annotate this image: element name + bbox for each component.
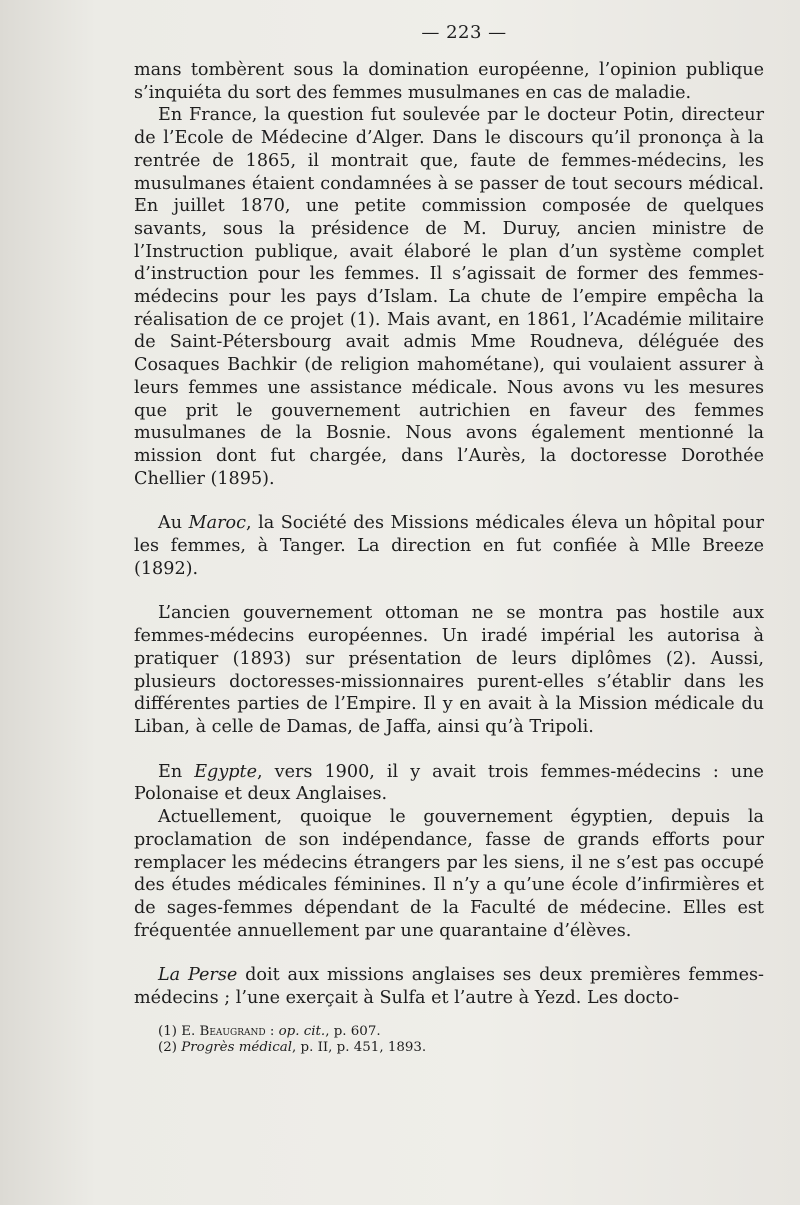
- paragraph-maroc: [134, 512, 764, 580]
- maroc-rest: , la Société des Missions médicales éleva un hôpital pour les femmes, à Tanger. La direction en fut confiée à Mlle Breeze (1892).: [134, 513, 764, 579]
- footnote-1-sep: :: [265, 1023, 279, 1039]
- footnote-1-num: (1) E.: [158, 1023, 200, 1039]
- paragraph-egypte: [134, 761, 764, 806]
- paragraph-france: En France, la question fut soulevée par le docteur Potin, directeur de l’Ecole de Médecine d’Alger. Dans le discours qu’il prononça à la rentrée de 1865, il montrait que, faute de femmes-médecins, les musulmanes étaient condamnées à se passer de tout secours médical. En juillet 1870, une petite commission composée de quelques savants, sous la présidence de M. Duruy, ancien ministre de l’Instruction publique, avait élaboré le plan d’un système complet d’instruction pour les femmes. Il s’agissait de former des femmes-médecins pour les pays d’Islam. La chute de l’empire empêcha la réalisation de ce projet (1). Mais avant, en 1861, l’Académie militaire de Saint-Pétersbourg avait admis Mme Roudneva, déléguée des Cosaques Bachkir (de religion mahométane), qui voulaient assurer à leurs femmes une assistance médicale. Nous avons vu les mesures que prit le gouvernement autrichien en faveur des femmes musulmanes de la Bosnie. Nous avons également mentionné la mission dont fut chargée, dans l’Aurès, la doctoresse Dorothée Chellier (1895).: [134, 105, 764, 489]
- egypte-lead: En: [158, 761, 195, 782]
- paragraph-perse: [134, 964, 764, 1009]
- paragraph-actuellement: Actuellement, quoique le gouvernement égyptien, depuis la proclamation de son indépendance, fasse de grands efforts pour remplacer les médecins étrangers par les siens, il ne s’est pas occupé des études médicales féminines. Il n’y a qu’une école d’infirmières et de sages-femmes dépendant de la Faculté de médecine. Elles est fréquentée annuellement par une quarantaine d’élèves.: [134, 807, 764, 941]
- footnote-2-num: (2): [158, 1039, 182, 1055]
- paragraph-continuation: mans tombèrent sous la domination européenne, l’opinion publique s’inquiéta du sort des femmes musulmanes en cas de maladie.: [134, 60, 764, 103]
- footnote-1: [158, 1024, 764, 1040]
- page-number: — 223 —: [421, 22, 507, 43]
- egypte-place: Egypte: [194, 761, 258, 782]
- footnotes: [134, 1024, 764, 1056]
- paragraph-ottoman: L’ancien gouvernement ottoman ne se montra pas hostile aux femmes-médecins européennes. Un iradé impérial les autorisa à pratiquer (1893) sur présentation de leurs diplômes (2). Aussi, plusieurs doctoresses-missionnaires purent-elles s’établir dans les différentes parties de l’Empire. Il y en avait à la Mission médicale du Liban, à celle de Damas, de Jaffa, ainsi qu’à Tripoli.: [134, 603, 764, 737]
- perse-place: La Perse: [158, 965, 238, 986]
- footnote-2-work: Progrès médical: [181, 1039, 292, 1055]
- perse-rest: doit aux missions anglaises ses deux premières femmes-médecins ; l’une exerçait à Sulfa et l’autre à Yezd. Les docto-: [134, 965, 764, 1009]
- footnote-1-author: Beaugrand: [199, 1023, 266, 1039]
- footnote-1-work: op. cit.: [278, 1023, 326, 1039]
- maroc-lead: Au: [158, 513, 189, 534]
- maroc-place: Maroc: [188, 513, 246, 534]
- footnote-1-rest: , p. 607.: [325, 1023, 381, 1039]
- egypte-rest: , vers 1900, il y avait trois femmes-médecins : une Polonaise et deux Anglaises.: [134, 761, 764, 805]
- footnote-2: [158, 1040, 764, 1056]
- footnote-2-rest: , p. II, p. 451, 1893.: [291, 1039, 427, 1055]
